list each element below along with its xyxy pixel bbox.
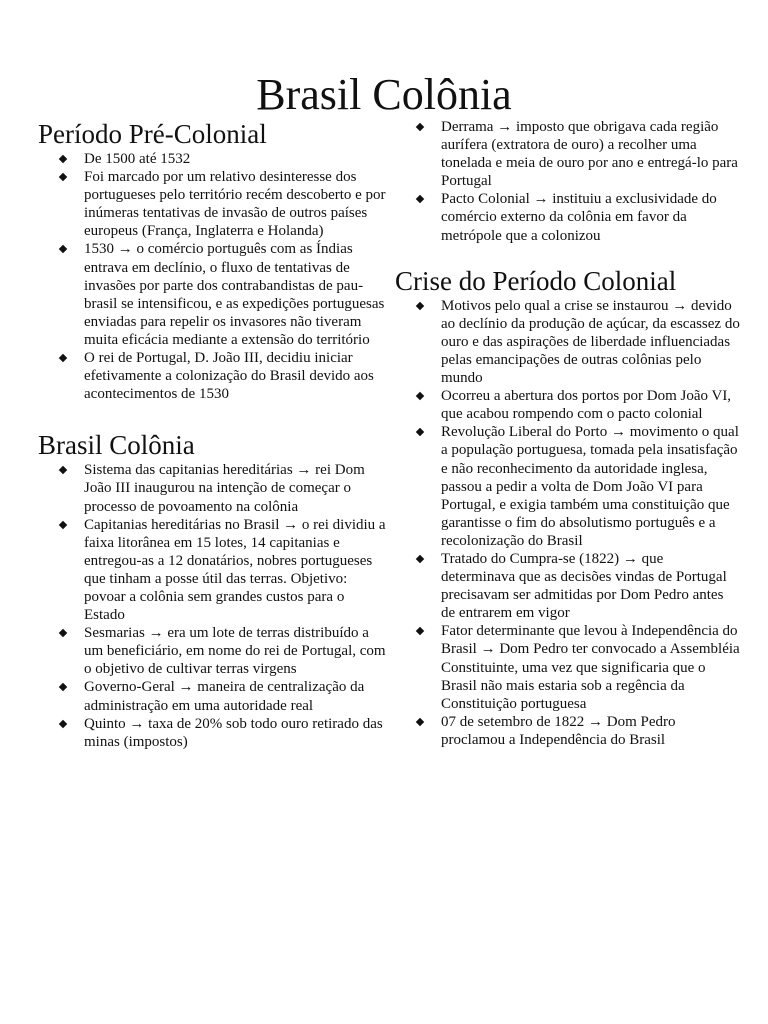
section-heading-pre-colonial: Período Pré-Colonial [38,119,267,149]
diamond-bullet-icon [416,392,424,400]
diamond-bullet-icon [59,719,67,727]
diamond-bullet-icon [416,428,424,436]
list-item-text: Revolução Liberal do Porto → movimento o qual a população portuguesa, tomada pela insatisfação e não reconhecimento da autoridade inglesa, passou a pedir a volta de Dom João VI para Portugal, e exigia também uma constituição que garantisse o fim do absolutismo português e a recolonização do Brasil [441,424,739,549]
list-item-text: Capitanias hereditárias no Brasil → o rei dividiu a faixa litorânea em 15 lotes, 14 capitanias e entregou-as a 12 donatários, nobres portugueses que tinham a posse útil das terras. Objetivo: povoar a colônia sem grandes custos para o Estado [84,516,386,624]
section-heading-crise: Crise do Período Colonial [395,265,677,296]
list-item [38,715,386,751]
list-item [38,461,386,515]
list-item [395,297,740,387]
diamond-bullet-icon [59,683,67,691]
diamond-bullet-icon [59,245,67,253]
right-column [395,118,740,749]
list-item [395,550,740,622]
brasil-colonia-list-continued [395,118,740,245]
list-item [395,118,740,190]
diamond-bullet-icon [59,173,67,181]
list-item [38,349,386,403]
list-item-text: Ocorreu a abertura dos portos por Dom João VI, que acabou rompendo com o pacto colonial [441,388,732,423]
list-item-text: Sesmarias → era um lote de terras distribuído a um beneficiário, em nome do rei de Portugal, com o objetivo de cultivar terras virgens [84,625,386,678]
list-item-text: Governo-Geral → maneira de centralização da administração em uma autoridade real [84,679,365,714]
list-item [395,622,740,712]
list-item [395,190,740,244]
list-item-text: De 1500 até 1532 [84,151,191,167]
crise-list [395,297,740,749]
diamond-bullet-icon [59,466,67,474]
diamond-bullet-icon [59,354,67,362]
list-item [38,150,386,168]
pre-colonial-list [38,150,386,403]
left-column [38,118,386,751]
diamond-bullet-icon [59,155,67,163]
list-item-text: Quinto → taxa de 20% sob todo ouro retirado das minas (impostos) [84,715,383,750]
brasil-colonia-list [38,461,386,751]
list-item-text: 07 de setembro de 1822 → Dom Pedro proclamou a Independência do Brasil [441,713,676,748]
list-item-text: Tratado do Cumpra-se (1822) → que determinava que as decisões vindas de Portugal precisavam ser admitidas por Dom Pedro antes de entrarem em vigor [441,550,727,622]
diamond-bullet-icon [59,520,67,528]
list-item-text: Fator determinante que levou à Independência do Brasil → Dom Pedro ter convocado a Assembléia Constituinte, uma vez que significaria que o Brasil não mais estaria sob a regência da Constituição portuguesa [441,623,740,712]
diamond-bullet-icon [416,195,424,203]
list-item-text: Pacto Colonial → instituiu a exclusividade do comércio externo da colônia em favor da metrópole que a colonizou [441,191,717,244]
list-item [38,516,386,625]
diamond-bullet-icon [416,123,424,131]
diamond-bullet-icon [416,301,424,309]
list-item-text: 1530 → o comércio português com as Índias entrava em declínio, o fluxo de tentativas de invasões por parte dos contrabandistas de pau-brasil se intensificou, e as expedições portuguesas enviadas para repelir os invasores não tiveram muita eficácia mediante a extensão do território [84,241,385,348]
list-item-text: Sistema das capitanias hereditárias → rei Dom João III inaugurou na intenção de começar o processo de povoamento na colônia [84,462,365,515]
list-item [38,678,386,714]
list-item-text: Derrama → imposto que obrigava cada região aurífera (extratora de ouro) a recolher uma tonelada e meia de ouro por ano e entregá-lo para Portugal [441,119,738,190]
list-item [38,624,386,678]
list-item [38,240,386,349]
diamond-bullet-icon [416,627,424,635]
list-item-text: O rei de Portugal, D. João III, decidiu iniciar efetivamente a colonização do Brasil devido aos acontecimentos de 1530 [84,350,374,403]
page-title: Brasil Colônia [256,70,512,119]
list-item [38,168,386,240]
list-item [395,423,740,550]
section-heading-brasil-colonia: Brasil Colônia [38,430,195,461]
diamond-bullet-icon [416,555,424,563]
list-item [395,387,740,423]
list-item [395,713,740,749]
diamond-bullet-icon [59,629,67,637]
diamond-bullet-icon [416,718,424,726]
list-item-text: Foi marcado por um relativo desinteresse dos portugueses pelo território recém descoberto e por inúmeras tentativas de invasão de outros países europeus (França, Inglaterra e Holanda) [84,169,386,240]
list-item-text: Motivos pelo qual a crise se instaurou → devido ao declínio da produção de açúcar, da escassez do ouro e das aspirações de liberdade influenciadas pelas emancipações de outras colônias pelo mundo [441,297,740,387]
section-spacer [38,403,386,429]
section-spacer [395,245,740,265]
